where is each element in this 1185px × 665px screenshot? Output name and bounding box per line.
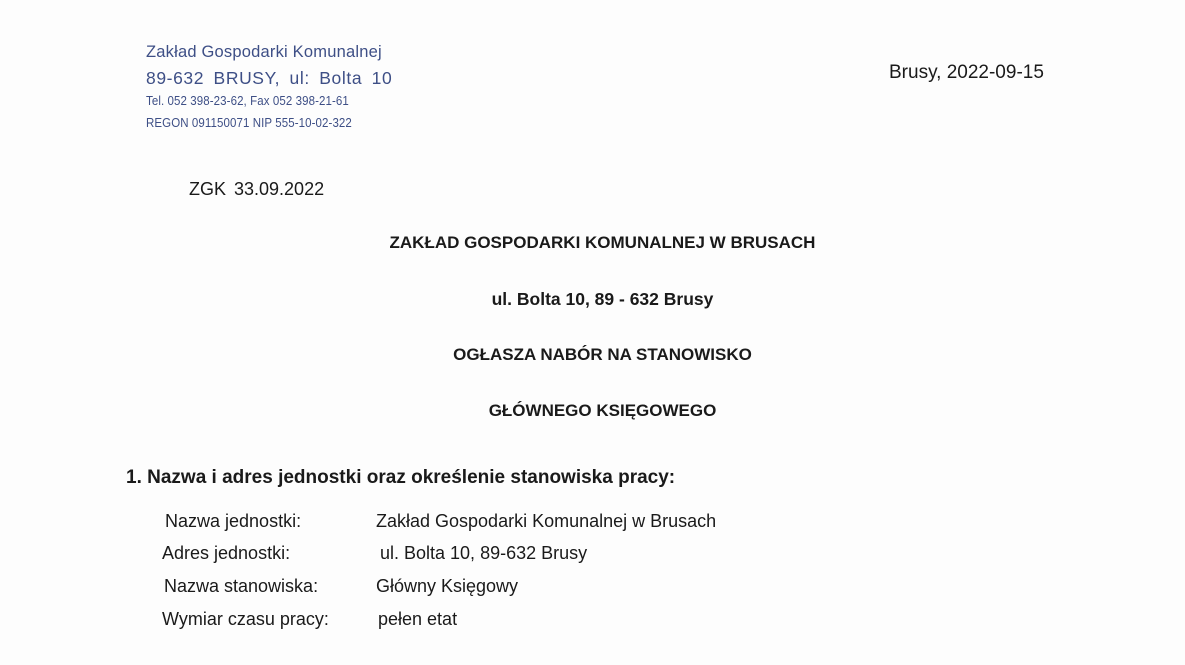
stamp-regon-nip: REGON 091150071 NIP 555-10-02-322 <box>146 115 352 130</box>
detail-value: Główny Księgowy <box>376 576 519 596</box>
section-1-title: 1. Nazwa i adres jednostki oraz określenie stanowiska pracy: <box>126 467 676 488</box>
document-date: Brusy, 2022-09-15 <box>889 62 1044 83</box>
heading-announcement: OGŁASZA NABÓR NA STANOWISKO <box>453 345 752 364</box>
stamp-company-name: Zakład Gospodarki Komunalnej <box>146 43 382 61</box>
stamp-phone-fax: Tel. 052 398-23-62, Fax 052 398-21-61 <box>146 94 349 108</box>
detail-value: Zakład Gospodarki Komunalnej w Brusach <box>376 511 717 531</box>
detail-label: Nazwa stanowiska: <box>164 576 319 596</box>
heading-position: GŁÓWNEGO KSIĘGOWEGO <box>488 401 717 420</box>
detail-label: Wymiar czasu pracy: <box>162 609 329 629</box>
detail-label: Nazwa jednostki: <box>165 511 302 531</box>
detail-value: ul. Bolta 10, 89-632 Brusy <box>380 543 588 563</box>
heading-organization: ZAKŁAD GOSPODARKI KOMUNALNEJ W BRUSACH <box>389 233 816 252</box>
stamp-address: 89-632 BRUSY, ul: Bolta 10 <box>146 67 393 88</box>
company-stamp <box>146 44 436 138</box>
reference-number: ZGK 33.09.2022 <box>189 179 325 199</box>
detail-label: Adres jednostki: <box>162 543 291 563</box>
detail-value: pełen etat <box>378 609 458 629</box>
heading-address: ul. Bolta 10, 89 - 632 Brusy <box>491 289 714 309</box>
